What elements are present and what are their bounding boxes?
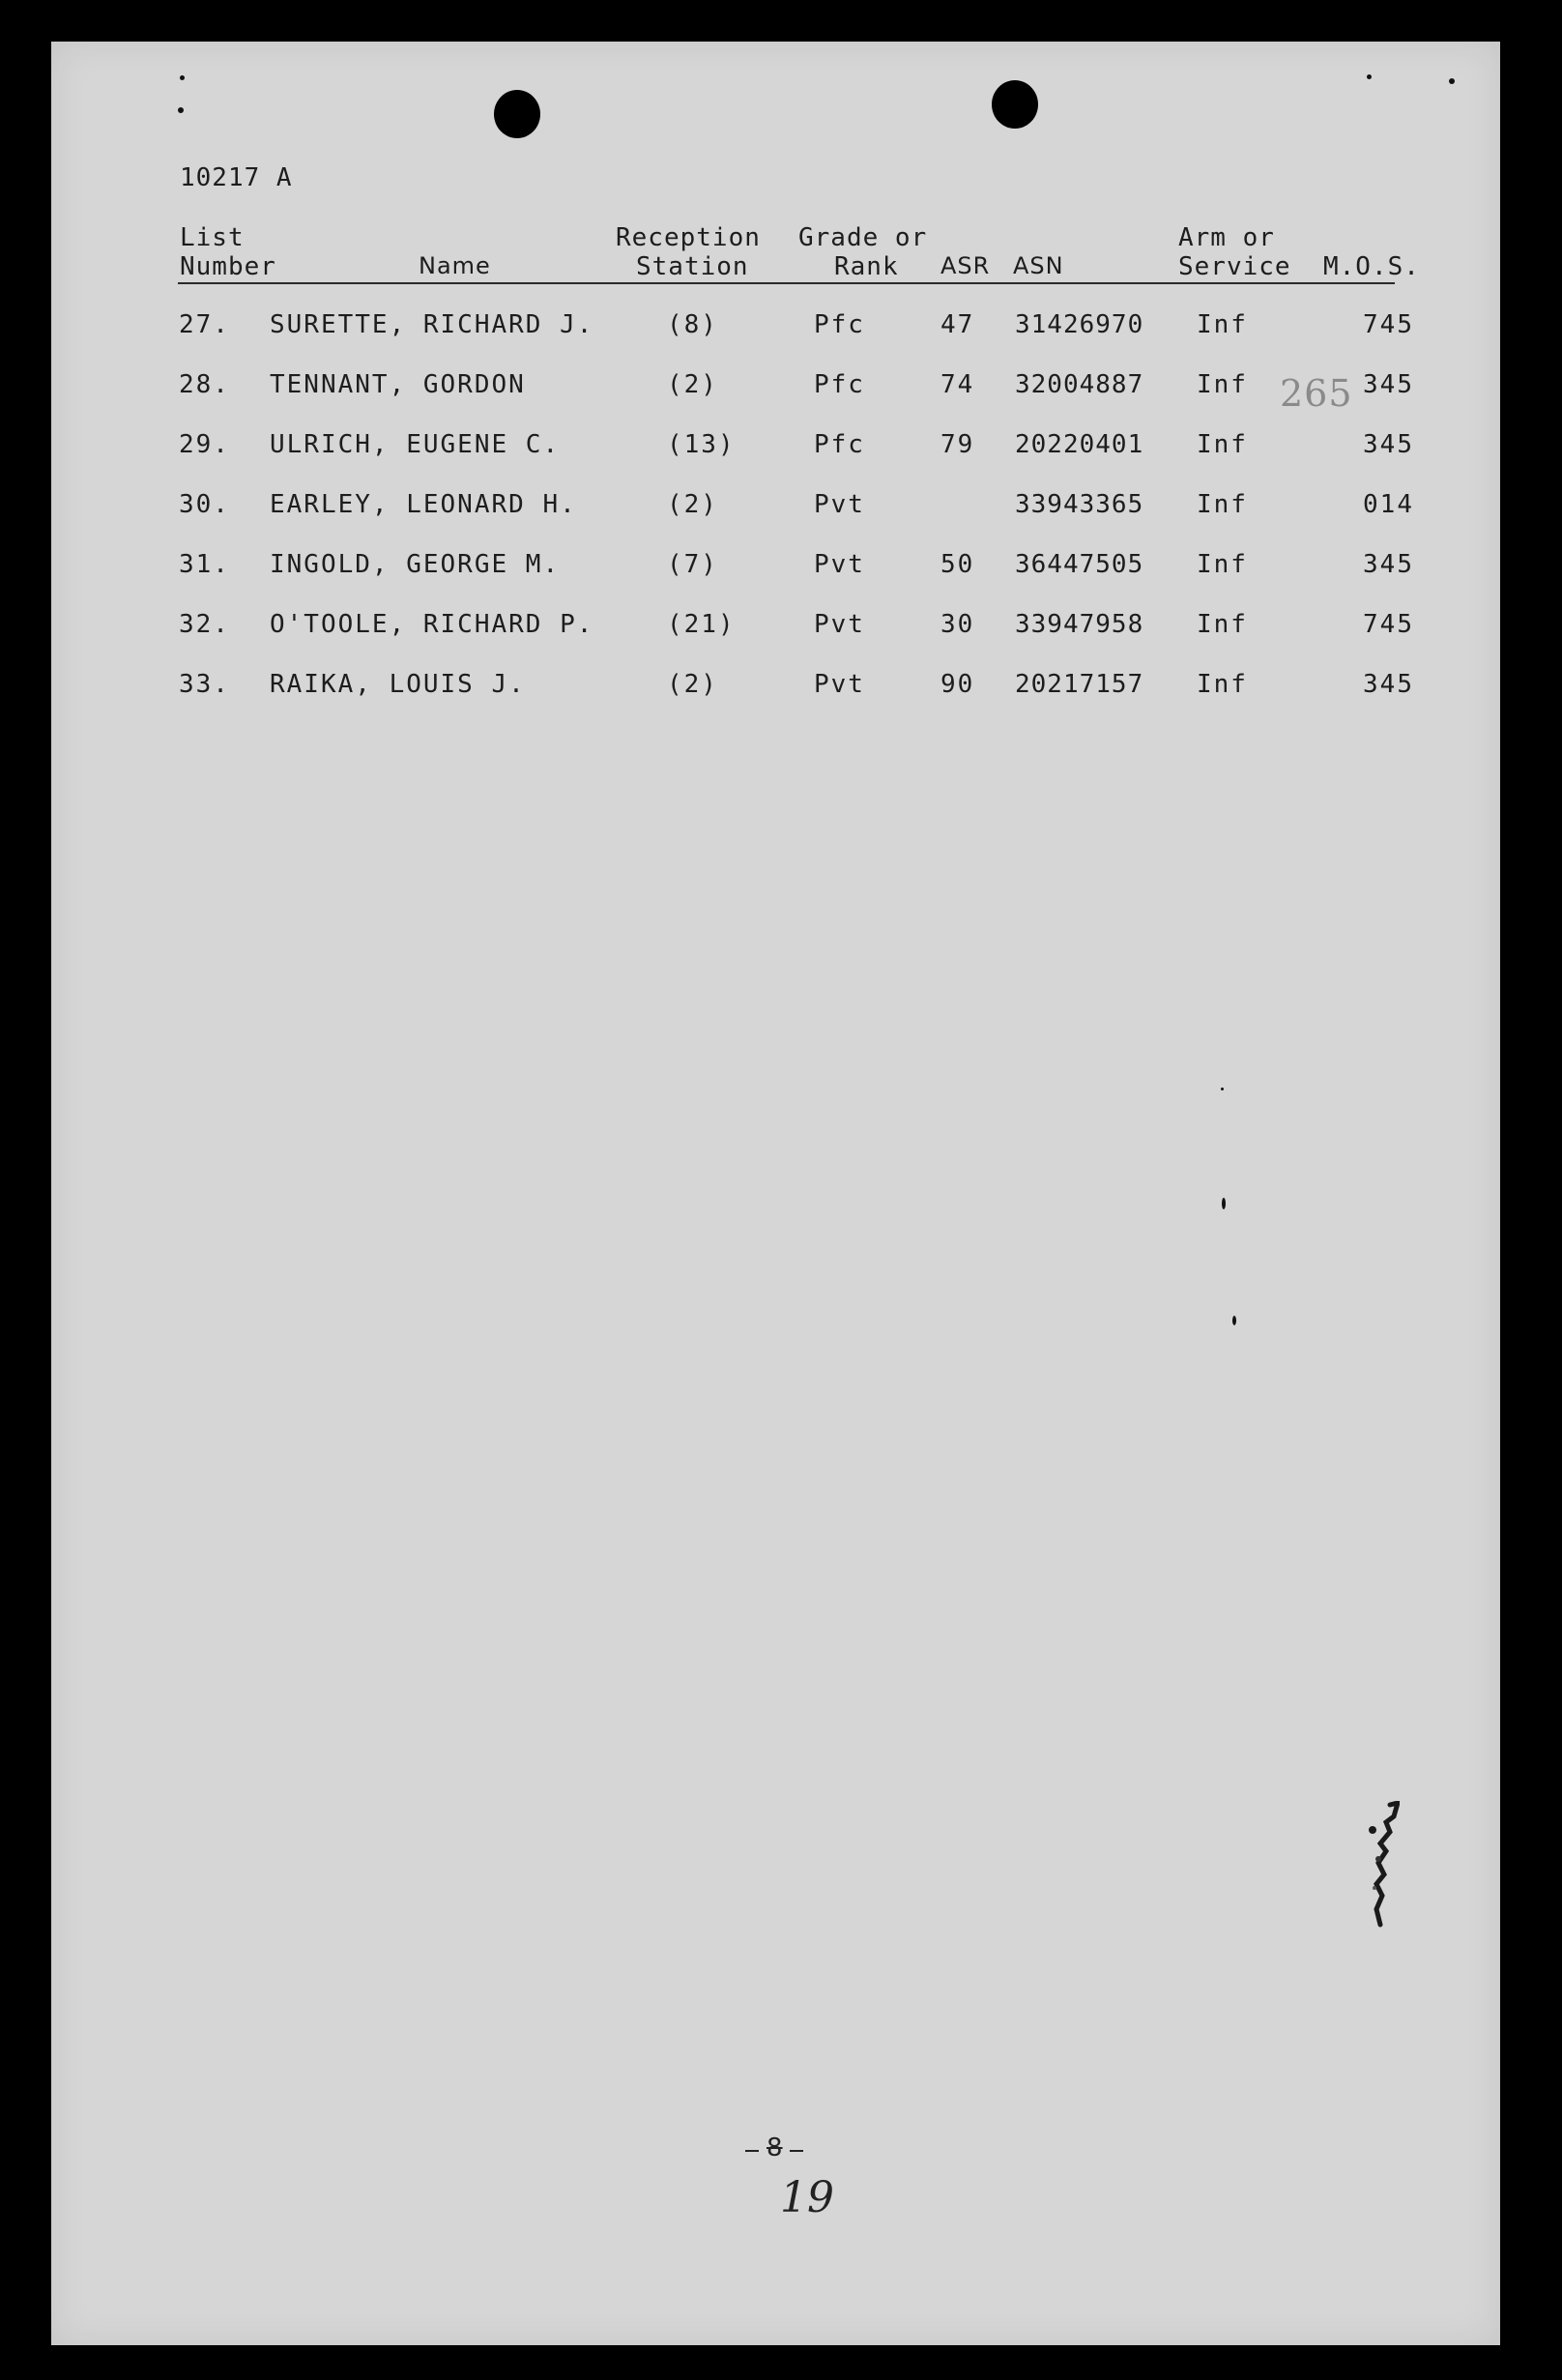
list-number: 31. <box>179 550 230 579</box>
speck <box>1232 1316 1236 1325</box>
reception-station: (7) <box>667 550 718 579</box>
arm-service: Inf <box>1197 670 1248 699</box>
mos-code: 345 <box>1363 670 1414 699</box>
document-id: 10217 A <box>180 163 293 192</box>
mos-code: 745 <box>1363 310 1414 339</box>
asn-number: 20220401 <box>1015 430 1144 459</box>
mos-code: 745 <box>1363 610 1414 639</box>
arm-service: Inf <box>1197 370 1248 399</box>
asn-number: 31426970 <box>1015 310 1144 339</box>
reception-station: (21) <box>667 610 736 639</box>
list-number: 33. <box>179 670 230 699</box>
header-number: Number <box>180 252 276 281</box>
header-reception: Reception <box>616 223 761 252</box>
arm-service: Inf <box>1197 610 1248 639</box>
list-number: 27. <box>179 310 230 339</box>
asn-number: 36447505 <box>1015 550 1144 579</box>
header-mos: M.O.S. <box>1323 252 1420 281</box>
asn-number: 33947958 <box>1015 610 1144 639</box>
grade-rank: Pvt <box>814 610 865 639</box>
grade-rank: Pfc <box>814 370 865 399</box>
list-number: 28. <box>179 370 230 399</box>
asr-score: 30 <box>940 610 975 639</box>
grade-rank: Pvt <box>814 670 865 699</box>
asr-score: 74 <box>940 370 975 399</box>
reception-station: (13) <box>667 430 736 459</box>
folio-new: 19 <box>780 2173 834 2222</box>
list-number: 30. <box>179 490 230 519</box>
asr-score: 47 <box>940 310 975 339</box>
header-underline-right <box>1177 282 1395 284</box>
asn-number: 20217157 <box>1015 670 1144 699</box>
asr-score: 90 <box>940 670 975 699</box>
person-name: SURETTE, RICHARD J. <box>270 310 594 339</box>
reception-station: (2) <box>667 670 718 699</box>
reception-station: (2) <box>667 490 718 519</box>
arm-service: Inf <box>1197 310 1248 339</box>
document-sheet <box>51 42 1500 2345</box>
faint-stamp: 265 <box>1280 372 1353 415</box>
header-station: Station <box>636 252 749 281</box>
punch-hole-left <box>494 90 540 138</box>
grade-rank: Pvt <box>814 550 865 579</box>
header-grade: Grade or <box>798 223 928 252</box>
table-row <box>51 310 1500 349</box>
speck <box>1367 74 1372 79</box>
grade-rank: Pfc <box>814 430 865 459</box>
person-name: EARLEY, LEONARD H. <box>270 490 577 519</box>
speck <box>1449 78 1455 84</box>
reception-station: (2) <box>667 370 718 399</box>
punch-hole-right <box>992 80 1038 129</box>
table-row <box>51 550 1500 589</box>
list-number: 32. <box>179 610 230 639</box>
list-number: 29. <box>179 430 230 459</box>
table-row <box>51 490 1500 529</box>
folio-dash-left <box>745 2150 759 2152</box>
person-name: RAIKA, LOUIS J. <box>270 670 526 699</box>
grade-rank: Pvt <box>814 490 865 519</box>
table-row <box>51 670 1500 709</box>
asn-number: 32004887 <box>1015 370 1144 399</box>
mos-code: 345 <box>1363 370 1414 399</box>
person-name: ULRICH, EUGENE C. <box>270 430 561 459</box>
header-list: List <box>180 223 245 252</box>
arm-service: Inf <box>1197 490 1248 519</box>
asr-score: 79 <box>940 430 975 459</box>
header-name: Name <box>419 252 491 279</box>
folio-dash-right <box>790 2150 803 2152</box>
asr-score: 50 <box>940 550 975 579</box>
person-name: O'TOOLE, RICHARD P. <box>270 610 594 639</box>
speck <box>180 75 185 80</box>
reception-station: (8) <box>667 310 718 339</box>
mos-code: 345 <box>1363 430 1414 459</box>
grade-rank: Pfc <box>814 310 865 339</box>
header-underline <box>178 282 1195 284</box>
header-arm: Arm or <box>1178 223 1275 252</box>
header-asn: ASN <box>1013 252 1064 279</box>
header-service: Service <box>1178 252 1291 281</box>
mos-code: 014 <box>1363 490 1414 519</box>
person-name: INGOLD, GEORGE M. <box>270 550 561 579</box>
arm-service: Inf <box>1197 430 1248 459</box>
header-asr: ASR <box>940 252 991 279</box>
asn-number: 33943365 <box>1015 490 1144 519</box>
table-row <box>51 430 1500 469</box>
mos-code: 345 <box>1363 550 1414 579</box>
table-row <box>51 610 1500 649</box>
header-rank: Rank <box>834 252 899 281</box>
folio-old: 8 <box>767 2133 783 2162</box>
ink-smudge <box>1361 1801 1400 1956</box>
speck <box>178 107 184 113</box>
speck <box>1222 1198 1226 1209</box>
speck <box>1221 1088 1224 1090</box>
person-name: TENNANT, GORDON <box>270 370 526 399</box>
arm-service: Inf <box>1197 550 1248 579</box>
